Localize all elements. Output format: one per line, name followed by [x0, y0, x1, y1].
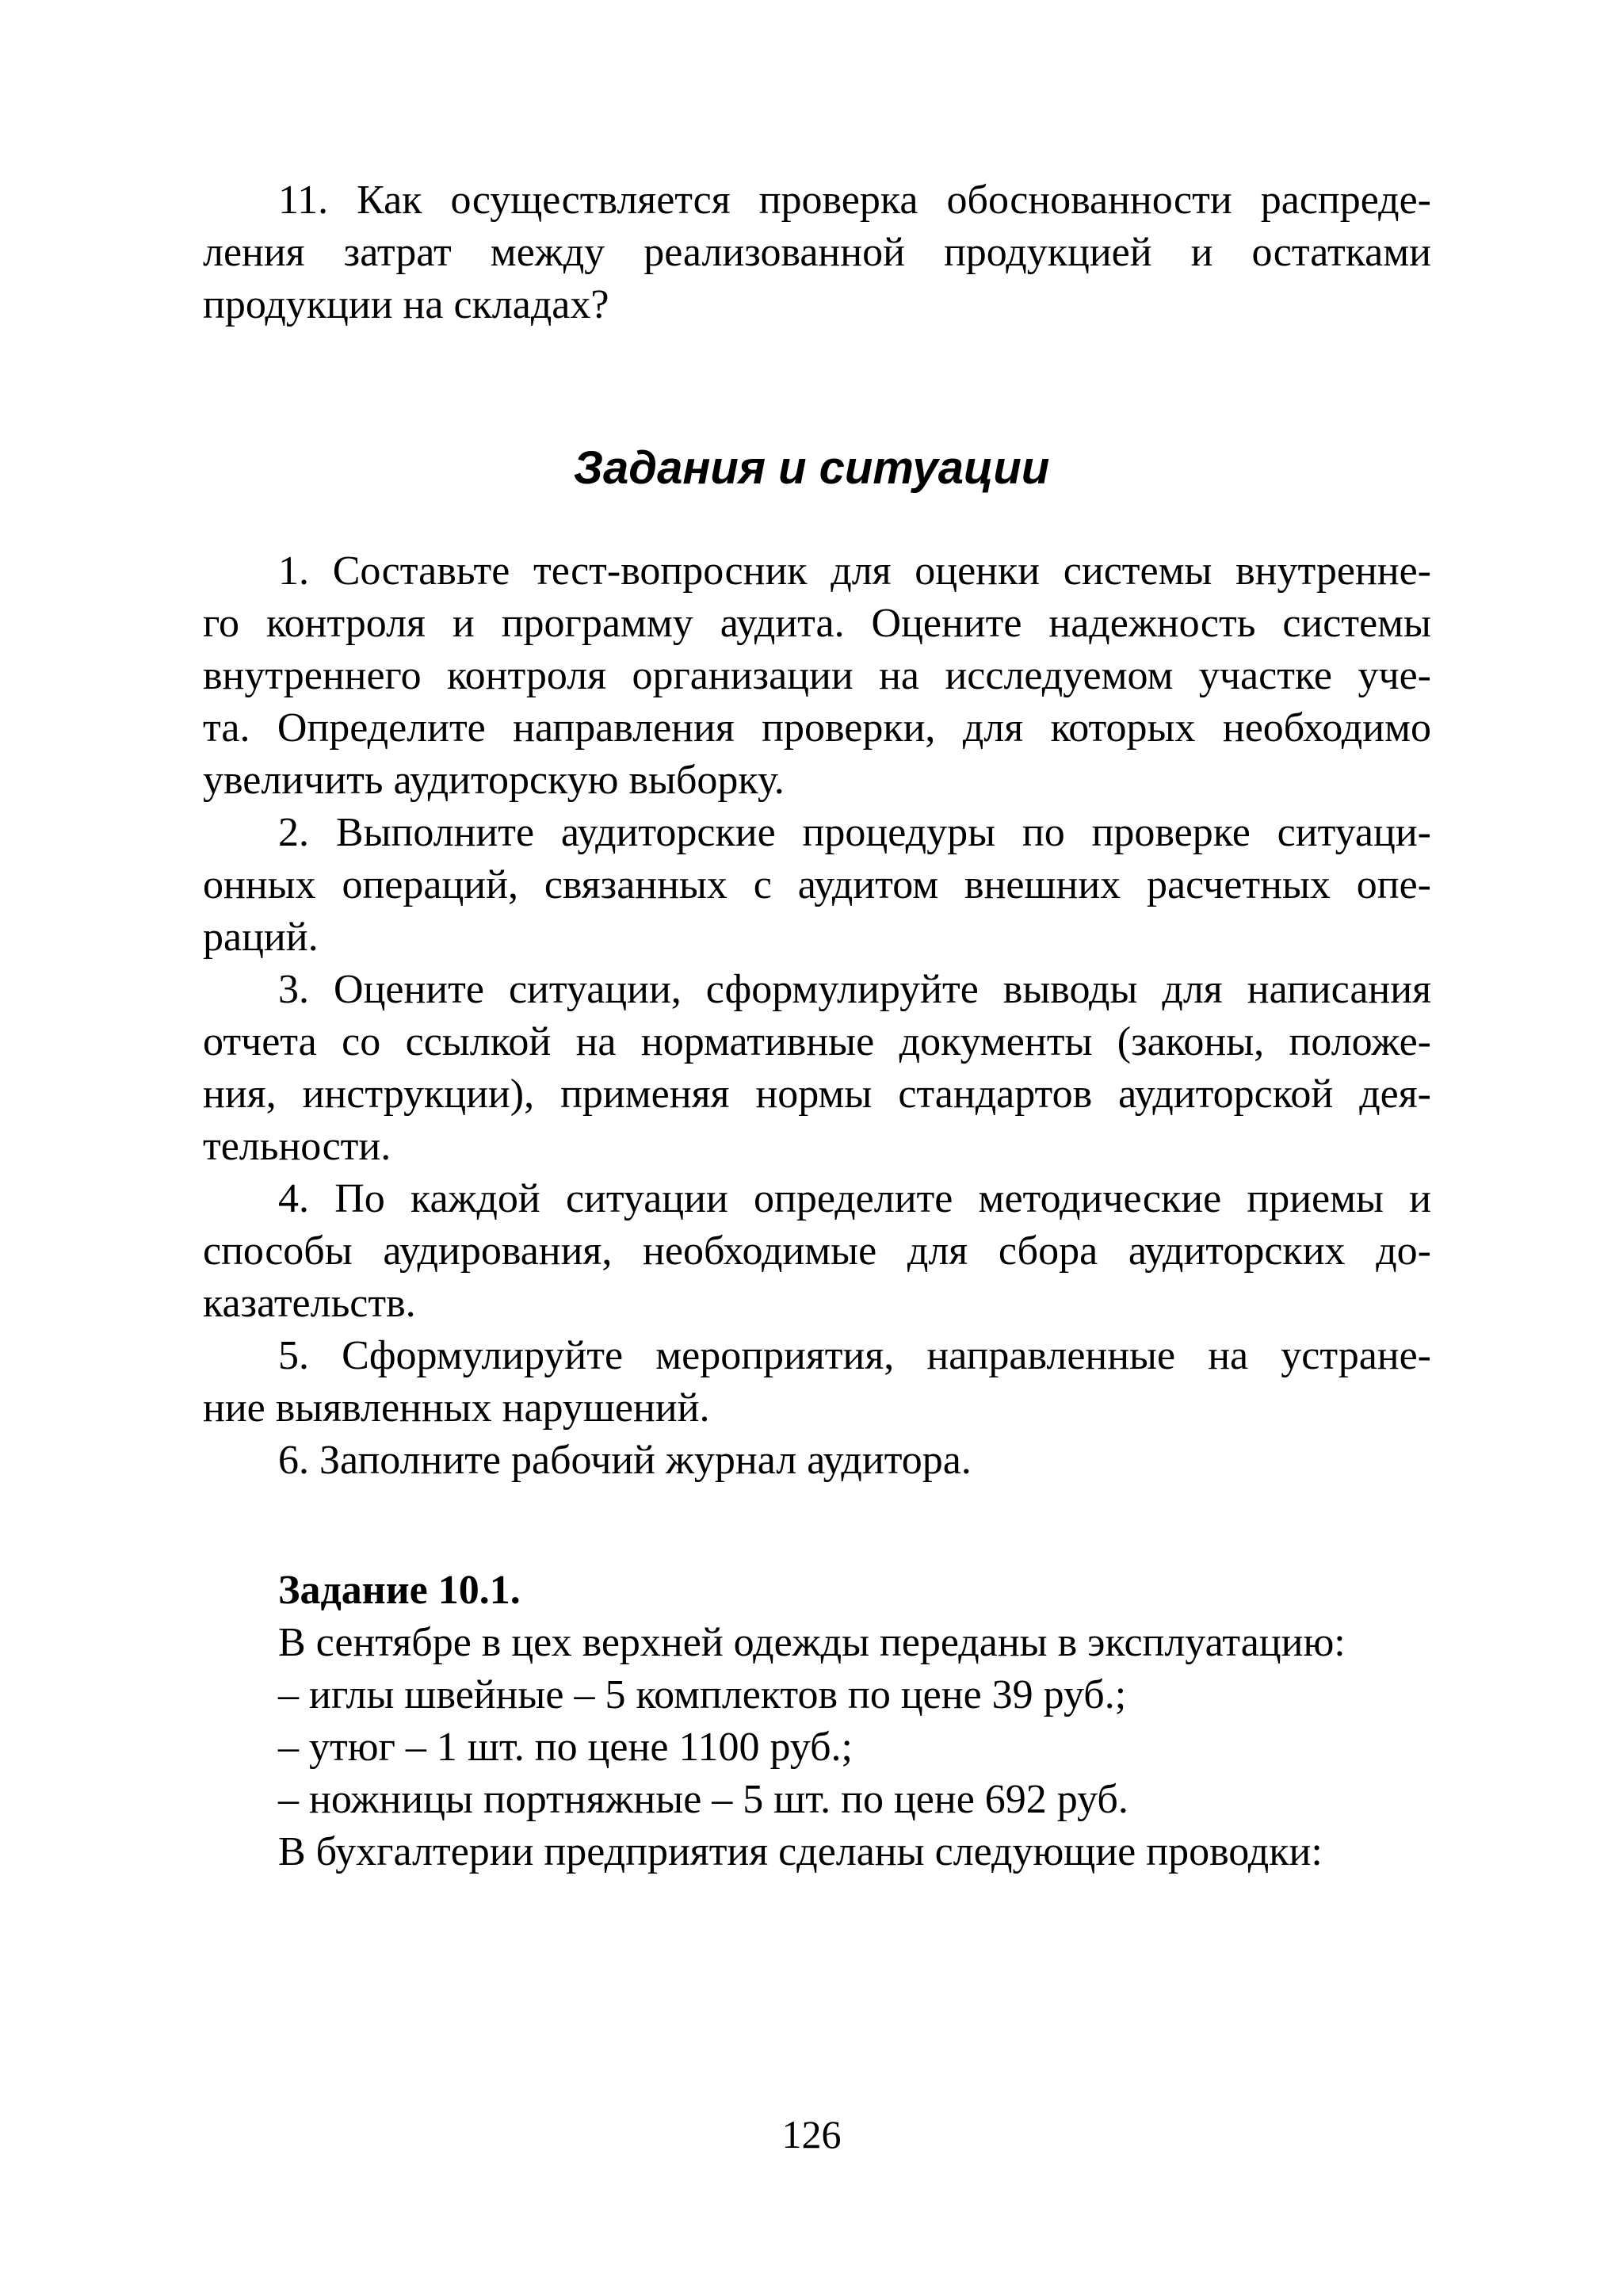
task-5-line: 5. Сформулируйте мероприятия, направленные на устране-	[278, 1333, 1431, 1378]
task-1-line: 1. Составьте тест-вопросник для оценки системы внутренне-	[278, 548, 1431, 594]
task-2-line: 2. Выполните аудиторские процедуры по проверке ситуаци-	[278, 810, 1431, 855]
task-1-line: увеличить аудиторскую выборку.	[203, 758, 785, 803]
assignment-line: В бухгалтерии предприятия сделаны следующие проводки:	[278, 1829, 1323, 1874]
task-2-line: раций.	[203, 915, 319, 960]
question-11-line: 11. Как осуществляется проверка обоснованности распреде-	[278, 178, 1431, 223]
task-3-line: 3. Оцените ситуации, сформулируйте выводы для написания	[278, 967, 1431, 1012]
assignment-line: – утюг – 1 шт. по цене 1100 руб.;	[278, 1725, 854, 1770]
task-2-line: онных операций, связанных с аудитом внешних расчетных опе-	[203, 862, 1431, 907]
task-1-line: го контроля и программу аудита. Оцените надежность системы	[203, 601, 1431, 646]
task-1-line: внутреннего контроля организации на исследуемом участке уче-	[203, 653, 1431, 698]
task-3-line: ния, инструкции), применяя нормы стандартов аудиторской дея-	[203, 1072, 1431, 1117]
assignment-line: – иглы швейные – 5 комплектов по цене 39 руб.;	[278, 1672, 1127, 1717]
task-4-line: казательств.	[203, 1281, 416, 1326]
task-1-line: та. Определите направления проверки, для которых необходимо	[203, 705, 1431, 751]
task-5-line: ние выявленных нарушений.	[203, 1385, 710, 1431]
task-6-line: 6. Заполните рабочий журнал аудитора.	[278, 1438, 972, 1483]
question-11-line: продукции на складах?	[203, 282, 609, 327]
page-number: 126	[781, 2112, 842, 2157]
assignment-line: В сентябре в цех верхней одежды переданы в эксплуатацию:	[278, 1620, 1346, 1665]
task-4-line: 4. По каждой ситуации определите методические приемы и	[278, 1176, 1431, 1221]
task-3-line: отчета со ссылкой на нормативные документы (законы, положе-	[203, 1019, 1431, 1064]
assignment-line: – ножницы портняжные – 5 шт. по цене 692 руб.	[278, 1777, 1128, 1822]
task-4-line: способы аудирования, необходимые для сбора аудиторских до-	[203, 1228, 1431, 1274]
assignment-title: Задание 10.1.	[278, 1568, 521, 1613]
task-3-line: тельности.	[203, 1124, 391, 1169]
question-11-line: ления затрат между реализованной продукцией и остатками	[203, 230, 1431, 275]
section-heading: Задания и ситуации	[573, 442, 1050, 494]
